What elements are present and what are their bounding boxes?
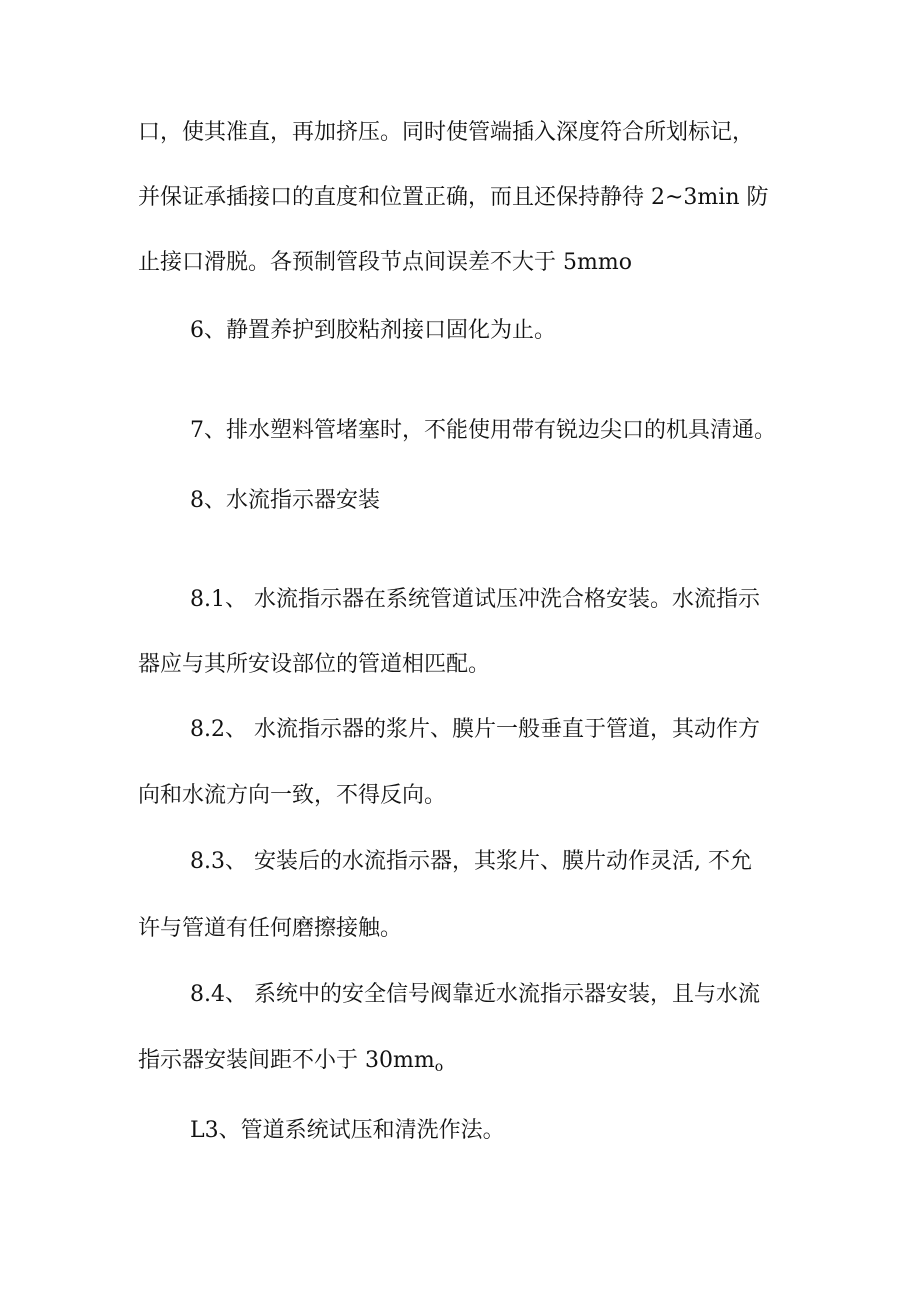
text-line: 口，使其准直，再加挤压。同时使管端插入深度符合所划标记， [138, 120, 755, 145]
section-heading-line: L3、管道系统试压和清洗作法。 [190, 1118, 505, 1143]
text-line: 并保证承插接口的直度和位置正确，而且还保持静待 2~3min 防 [138, 185, 769, 210]
heading-line: 8、水流指示器安装 [190, 488, 380, 513]
text-line: 8.1、 水流指示器在系统管道试压冲洗合格安装。水流指示 [190, 587, 760, 612]
text-line: 器应与其所安设部位的管道相匹配。 [138, 652, 491, 677]
text-line: 8.3、 安装后的水流指示器，其浆片、膜片动作灵活, 不允 [190, 849, 752, 874]
text-line: 许与管道有任何磨擦接触。 [138, 916, 403, 941]
text-line-main: 指示器安装间距不小于 30mm [138, 1048, 435, 1073]
text-line-subscript: o [434, 1059, 444, 1075]
text-line: 6、静置养护到胶粘剂接口固化为止。 [190, 318, 556, 343]
text-line [138, 1046, 443, 1076]
text-line: 向和水流方向一致，不得反向。 [138, 783, 447, 808]
text-line: 止接口滑脱。各预制管段节点间误差不大于 5mmo [138, 250, 632, 275]
text-line: 8.4、 系统中的安全信号阀靠近水流指示器安装，且与水流 [190, 982, 760, 1007]
text-line: 7、排水塑料管堵塞时，不能使用带有锐边尖口的机具清通。 [190, 418, 776, 443]
text-line: 8.2、 水流指示器的浆片、膜片一般垂直于管道，其动作方 [190, 717, 760, 742]
